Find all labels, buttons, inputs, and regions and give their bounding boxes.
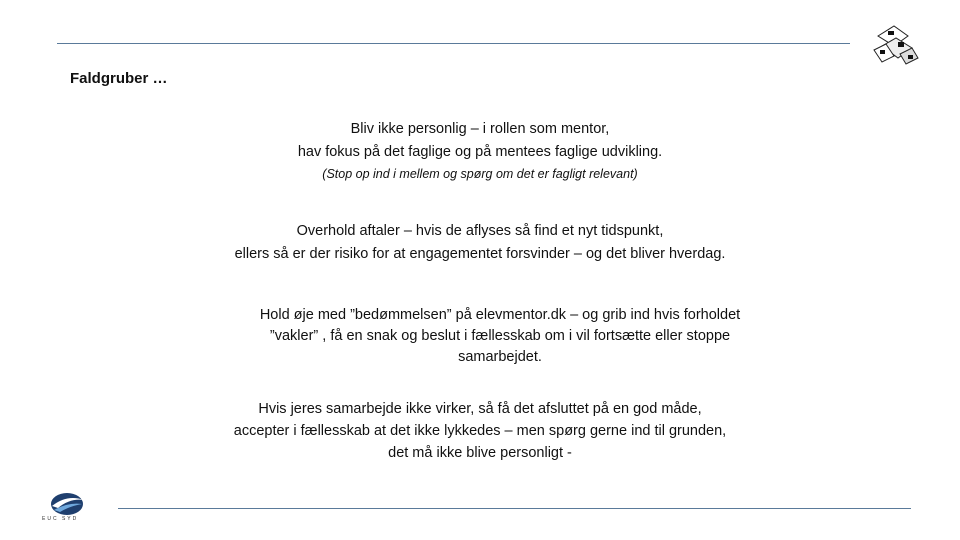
text-line: hav fokus på det faglige og på mentees faglige udvikling. (297, 144, 663, 160)
slide-title: Faldgruber … (70, 70, 168, 87)
text-line: ”vakler” , få en snak og beslut i fællesskab om i vil fortsætte eller stoppe (269, 328, 731, 344)
text-line: accepter i fællesskab at det ikke lykkedes – men spørg gerne ind til grunden, (233, 423, 727, 439)
top-divider (57, 43, 850, 44)
italic-note: (Stop op ind i mellem og spørg om det er fagligt relevant) (322, 167, 638, 181)
text-line: samarbejdet. (458, 349, 542, 365)
text-line: det må ikke blive personligt - (388, 445, 572, 461)
paragraph-personal (0, 118, 960, 184)
paragraph-collaboration (0, 398, 960, 464)
text-line: Bliv ikke personlig – i rollen som mentor, (350, 121, 610, 137)
paragraph-assessment (210, 305, 790, 368)
text-line: ellers så er der risiko for at engagementet forsvinder – og det bliver hverdag. (234, 246, 726, 262)
text-line: Hvis jeres samarbejde ikke virker, så få det afsluttet på en god måde, (258, 401, 702, 417)
bottom-divider (118, 508, 911, 509)
paragraph-appointments (0, 220, 960, 266)
logo-text: EUC SYD (42, 516, 79, 522)
text-line: Hold øje med ”bedømmelsen” på elevmentor.dk – og grib ind hvis forholdet (259, 307, 741, 323)
puzzle-icon (868, 22, 920, 68)
text-line: Overhold aftaler – hvis de aflyses så find et nyt tidspunkt, (296, 223, 664, 239)
